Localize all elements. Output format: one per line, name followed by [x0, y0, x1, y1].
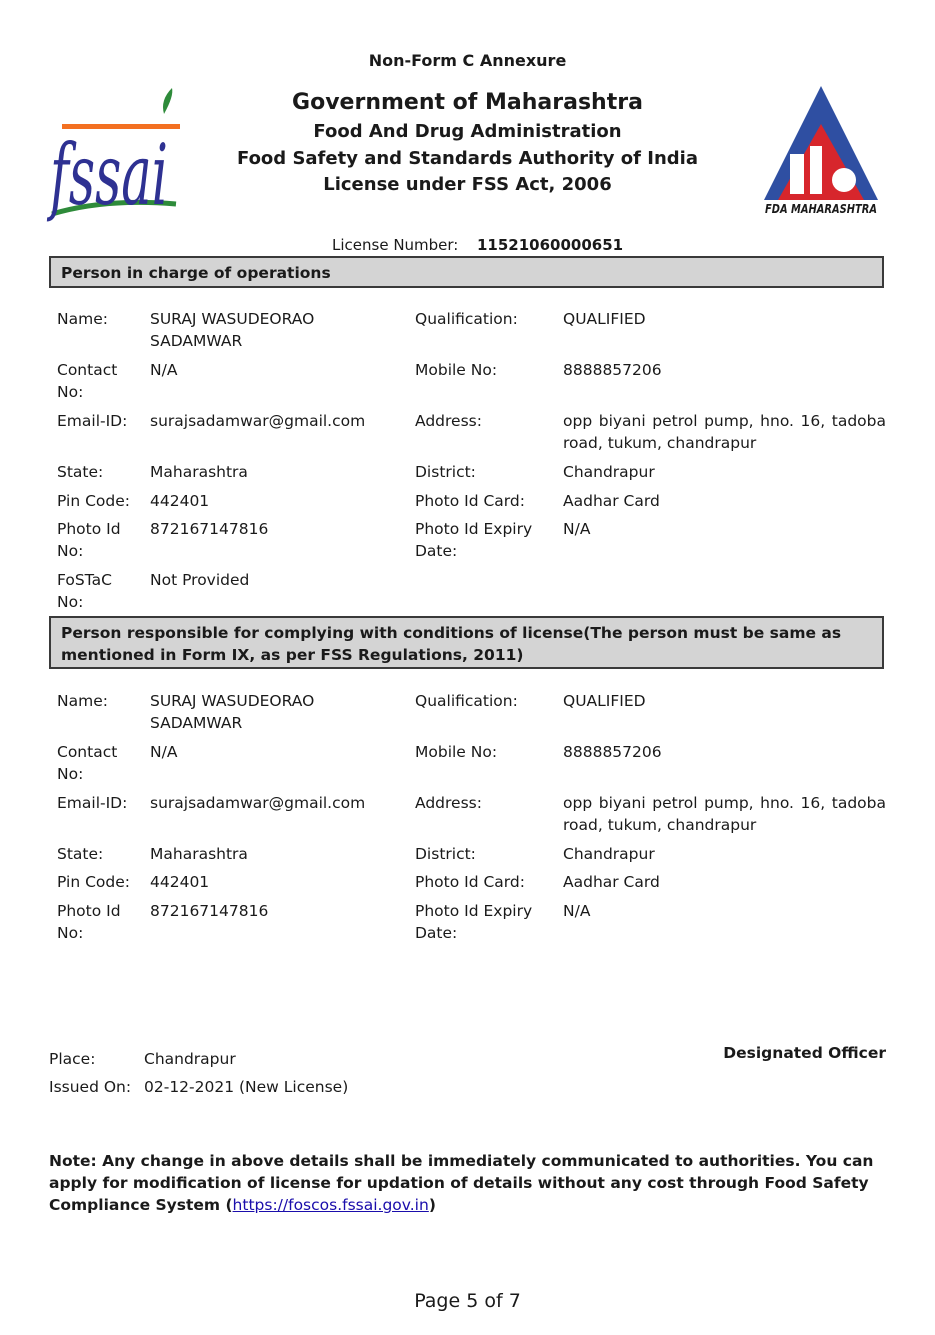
license-number-value: 11521060000651: [477, 236, 624, 254]
fssai-logo-text: fssai: [46, 126, 169, 224]
s2-state-label: State:: [57, 845, 104, 863]
s1-mobile-label: Mobile No:: [415, 361, 498, 379]
s2-address-value: opp biyani petrol pump, hno. 16, tadoba road, tukum, chandrapur: [563, 794, 886, 834]
s2-photo-card-value: Aadhar Card: [563, 873, 660, 891]
s1-pin-label: Pin Code:: [57, 492, 130, 510]
fda-maharashtra-logo: [760, 84, 882, 218]
s2-name-value: SURAJ WASUDEORAO SADAMWAR: [150, 692, 315, 732]
s1-qualification-label: Qualification:: [415, 310, 518, 328]
s1-district-value: Chandrapur: [563, 463, 655, 481]
s1-address-value: opp biyani petrol pump, hno. 16, tadoba road, tukum, chandrapur: [563, 412, 886, 452]
s2-district-label: District:: [415, 845, 476, 863]
s1-fostac-value: Not Provided: [150, 571, 250, 589]
s2-photo-no-value: 872167147816: [150, 902, 269, 920]
s1-mobile-value: 8888857206: [563, 361, 662, 379]
s2-email-value: surajsadamwar@gmail.com: [150, 794, 366, 812]
s2-contact-label: Contact No:: [57, 743, 118, 783]
s1-photo-no-label: Photo Id No:: [57, 520, 121, 560]
s1-pin-value: 442401: [150, 492, 210, 510]
s1-email-label: Email-ID:: [57, 412, 128, 430]
s2-photo-no-label: Photo Id No:: [57, 902, 121, 942]
foscos-link[interactable]: https://foscos.fssai.gov.in: [232, 1196, 429, 1214]
s1-photo-card-label: Photo Id Card:: [415, 492, 525, 510]
s1-fostac-label: FoSTaC No:: [57, 571, 112, 611]
s2-district-value: Chandrapur: [563, 845, 655, 863]
s1-photo-expiry-value: N/A: [563, 520, 591, 538]
s2-email-label: Email-ID:: [57, 794, 128, 812]
s2-state-value: Maharashtra: [150, 845, 248, 863]
header-line-3: Food Safety and Standards Authority of India: [237, 148, 698, 169]
s1-contact-value: N/A: [150, 361, 178, 379]
s2-address-label: Address:: [415, 794, 482, 812]
page-number: Page 5 of 7: [414, 1290, 521, 1312]
s2-qualification-value: QUALIFIED: [563, 692, 646, 710]
section-title-compliance: Person responsible for complying with conditions of license(The person must be same as mentioned in Form IX, as per FSS Regulations, 2011): [49, 616, 884, 669]
note-text: Note: Any change in above details shall be immediately communicated to authorities. You can apply for modification of license for updation of details without any cost through Food Safety Compliance System (: [49, 1152, 874, 1214]
header-line-4: License under FSS Act, 2006: [323, 174, 612, 195]
fda-logo-text: FDA MAHARASHTRA: [765, 202, 877, 216]
s2-name-label: Name:: [57, 692, 108, 710]
designated-officer: Designated Officer: [723, 1044, 886, 1062]
s2-photo-expiry-value: N/A: [563, 902, 591, 920]
s2-contact-value: N/A: [150, 743, 178, 761]
s1-state-value: Maharashtra: [150, 463, 248, 481]
s2-mobile-value: 8888857206: [563, 743, 662, 761]
s1-name-value: SURAJ WASUDEORAO SADAMWAR: [150, 310, 315, 350]
s1-photo-expiry-label: Photo Id Expiry Date:: [415, 520, 533, 560]
note-end: ): [428, 1196, 436, 1214]
s2-pin-label: Pin Code:: [57, 873, 130, 891]
s1-district-label: District:: [415, 463, 476, 481]
s2-photo-card-label: Photo Id Card:: [415, 873, 525, 891]
issued-on-label: Issued On:: [49, 1078, 132, 1096]
license-number-label: License Number:: [332, 236, 459, 254]
s2-qualification-label: Qualification:: [415, 692, 518, 710]
s1-photo-card-value: Aadhar Card: [563, 492, 660, 510]
header-line-2: Food And Drug Administration: [313, 121, 622, 142]
s2-mobile-label: Mobile No:: [415, 743, 498, 761]
s1-name-label: Name:: [57, 310, 108, 328]
s2-photo-expiry-label: Photo Id Expiry Date:: [415, 902, 533, 942]
s2-pin-value: 442401: [150, 873, 210, 891]
form-label: Non-Form C Annexure: [368, 51, 567, 70]
s1-state-label: State:: [57, 463, 104, 481]
issued-on-value: 02-12-2021 (New License): [144, 1078, 349, 1096]
section-title-operations: Person in charge of operations: [49, 256, 884, 288]
place-label: Place:: [49, 1050, 96, 1068]
header-line-1: Government of Maharashtra: [292, 90, 643, 115]
s1-qualification-value: QUALIFIED: [563, 310, 646, 328]
note-paragraph: [49, 1150, 884, 1216]
s1-address-label: Address:: [415, 412, 482, 430]
s1-photo-no-value: 872167147816: [150, 520, 269, 538]
place-value: Chandrapur: [144, 1050, 236, 1068]
s1-email-value: surajsadamwar@gmail.com: [150, 412, 366, 430]
s1-contact-label: Contact No:: [57, 361, 118, 401]
